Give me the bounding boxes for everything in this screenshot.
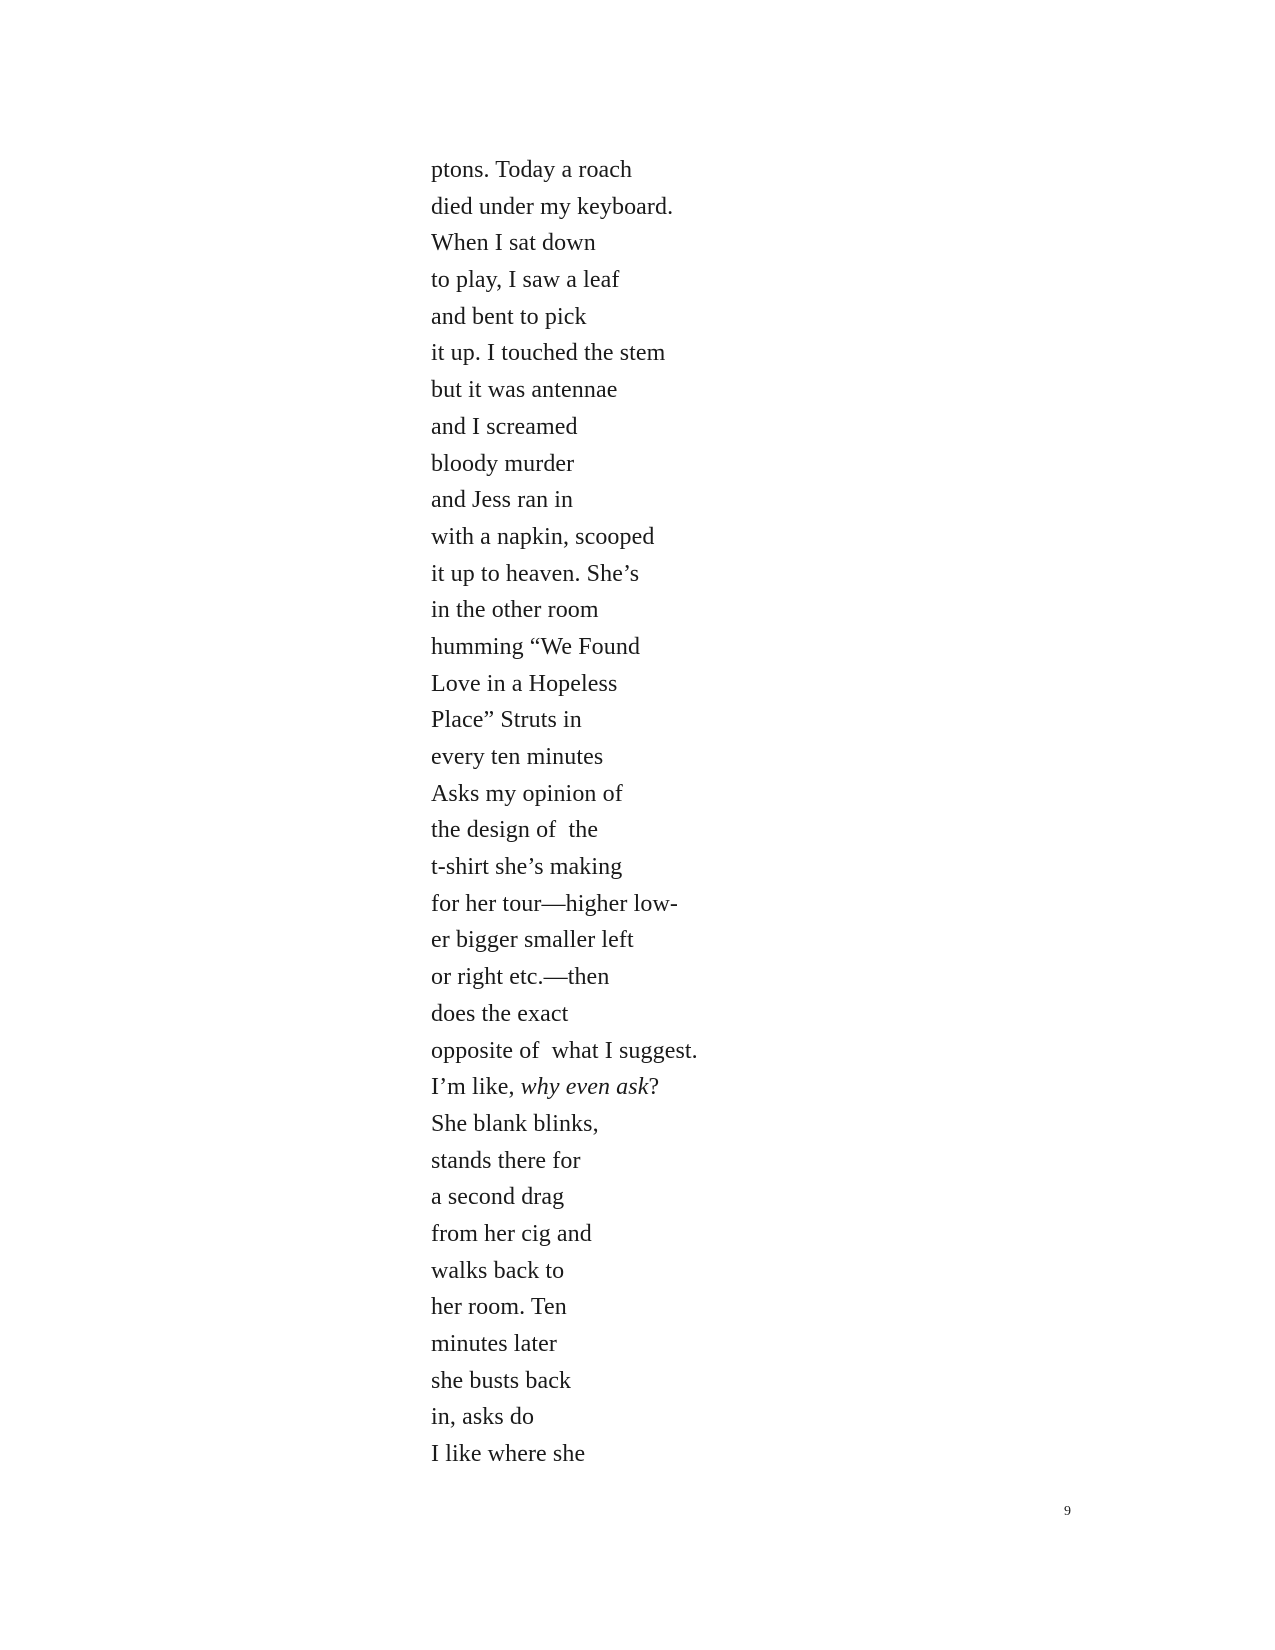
page-number: 9	[1064, 1504, 1071, 1519]
poem-line: and bent to pick	[431, 303, 587, 330]
poem-line: with a napkin, scooped	[431, 523, 655, 550]
poem-line: a second drag	[431, 1184, 565, 1211]
poem-line-suffix: ?	[648, 1074, 660, 1101]
poem-line: she busts back	[431, 1367, 572, 1394]
poem-line: t-shirt she’s making	[431, 854, 623, 881]
poem-line: When I sat down	[431, 230, 596, 257]
poem-line: Love in a Hopeless	[431, 670, 618, 697]
poem-text	[431, 152, 698, 1473]
poem-line: it up. I touched the stem	[431, 340, 666, 367]
poem-line: opposite of what I suggest.	[431, 1037, 698, 1064]
poem-line: does the exact	[431, 1000, 569, 1027]
poem-line: in, asks do	[431, 1404, 535, 1431]
poem-line: and I screamed	[431, 413, 578, 440]
poem-line: every ten minutes	[431, 744, 604, 770]
poem-line: humming “We Found	[431, 633, 641, 660]
poem-line: Place” Struts in	[431, 707, 582, 734]
poem-line: the design of the	[431, 817, 599, 844]
poem-line-italic: why even ask	[520, 1074, 649, 1101]
poem-line: her room. Ten	[431, 1294, 567, 1321]
poem-line: to play, I saw a leaf	[431, 267, 620, 294]
poem-line: in the other room	[431, 597, 599, 624]
poem-line: Asks my opinion of	[431, 780, 623, 807]
poem-line: it up to heaven. She’s	[431, 560, 640, 587]
poem-line: er bigger smaller left	[431, 927, 634, 954]
poem-line: for her tour—higher low-	[431, 890, 678, 917]
poem-line: I like where she	[431, 1441, 586, 1468]
poem-line-with-italic	[431, 1069, 698, 1106]
poem-line: walks back to	[431, 1257, 565, 1284]
poem-line: but it was antennae	[431, 377, 618, 404]
poem-line: ptons. Today a roach	[431, 157, 633, 183]
poem-line: She blank blinks,	[431, 1110, 599, 1137]
poem-line: from her cig and	[431, 1220, 592, 1247]
poem-line: and Jess ran in	[431, 487, 574, 514]
poem-line: stands there for	[431, 1147, 581, 1174]
poem-line: or right etc.—then	[431, 964, 610, 991]
poem-line: died under my keyboard.	[431, 193, 674, 220]
poem-line: minutes later	[431, 1331, 557, 1357]
poem-line-prefix: I’m like,	[431, 1074, 521, 1101]
poem-line: bloody murder	[431, 450, 575, 477]
